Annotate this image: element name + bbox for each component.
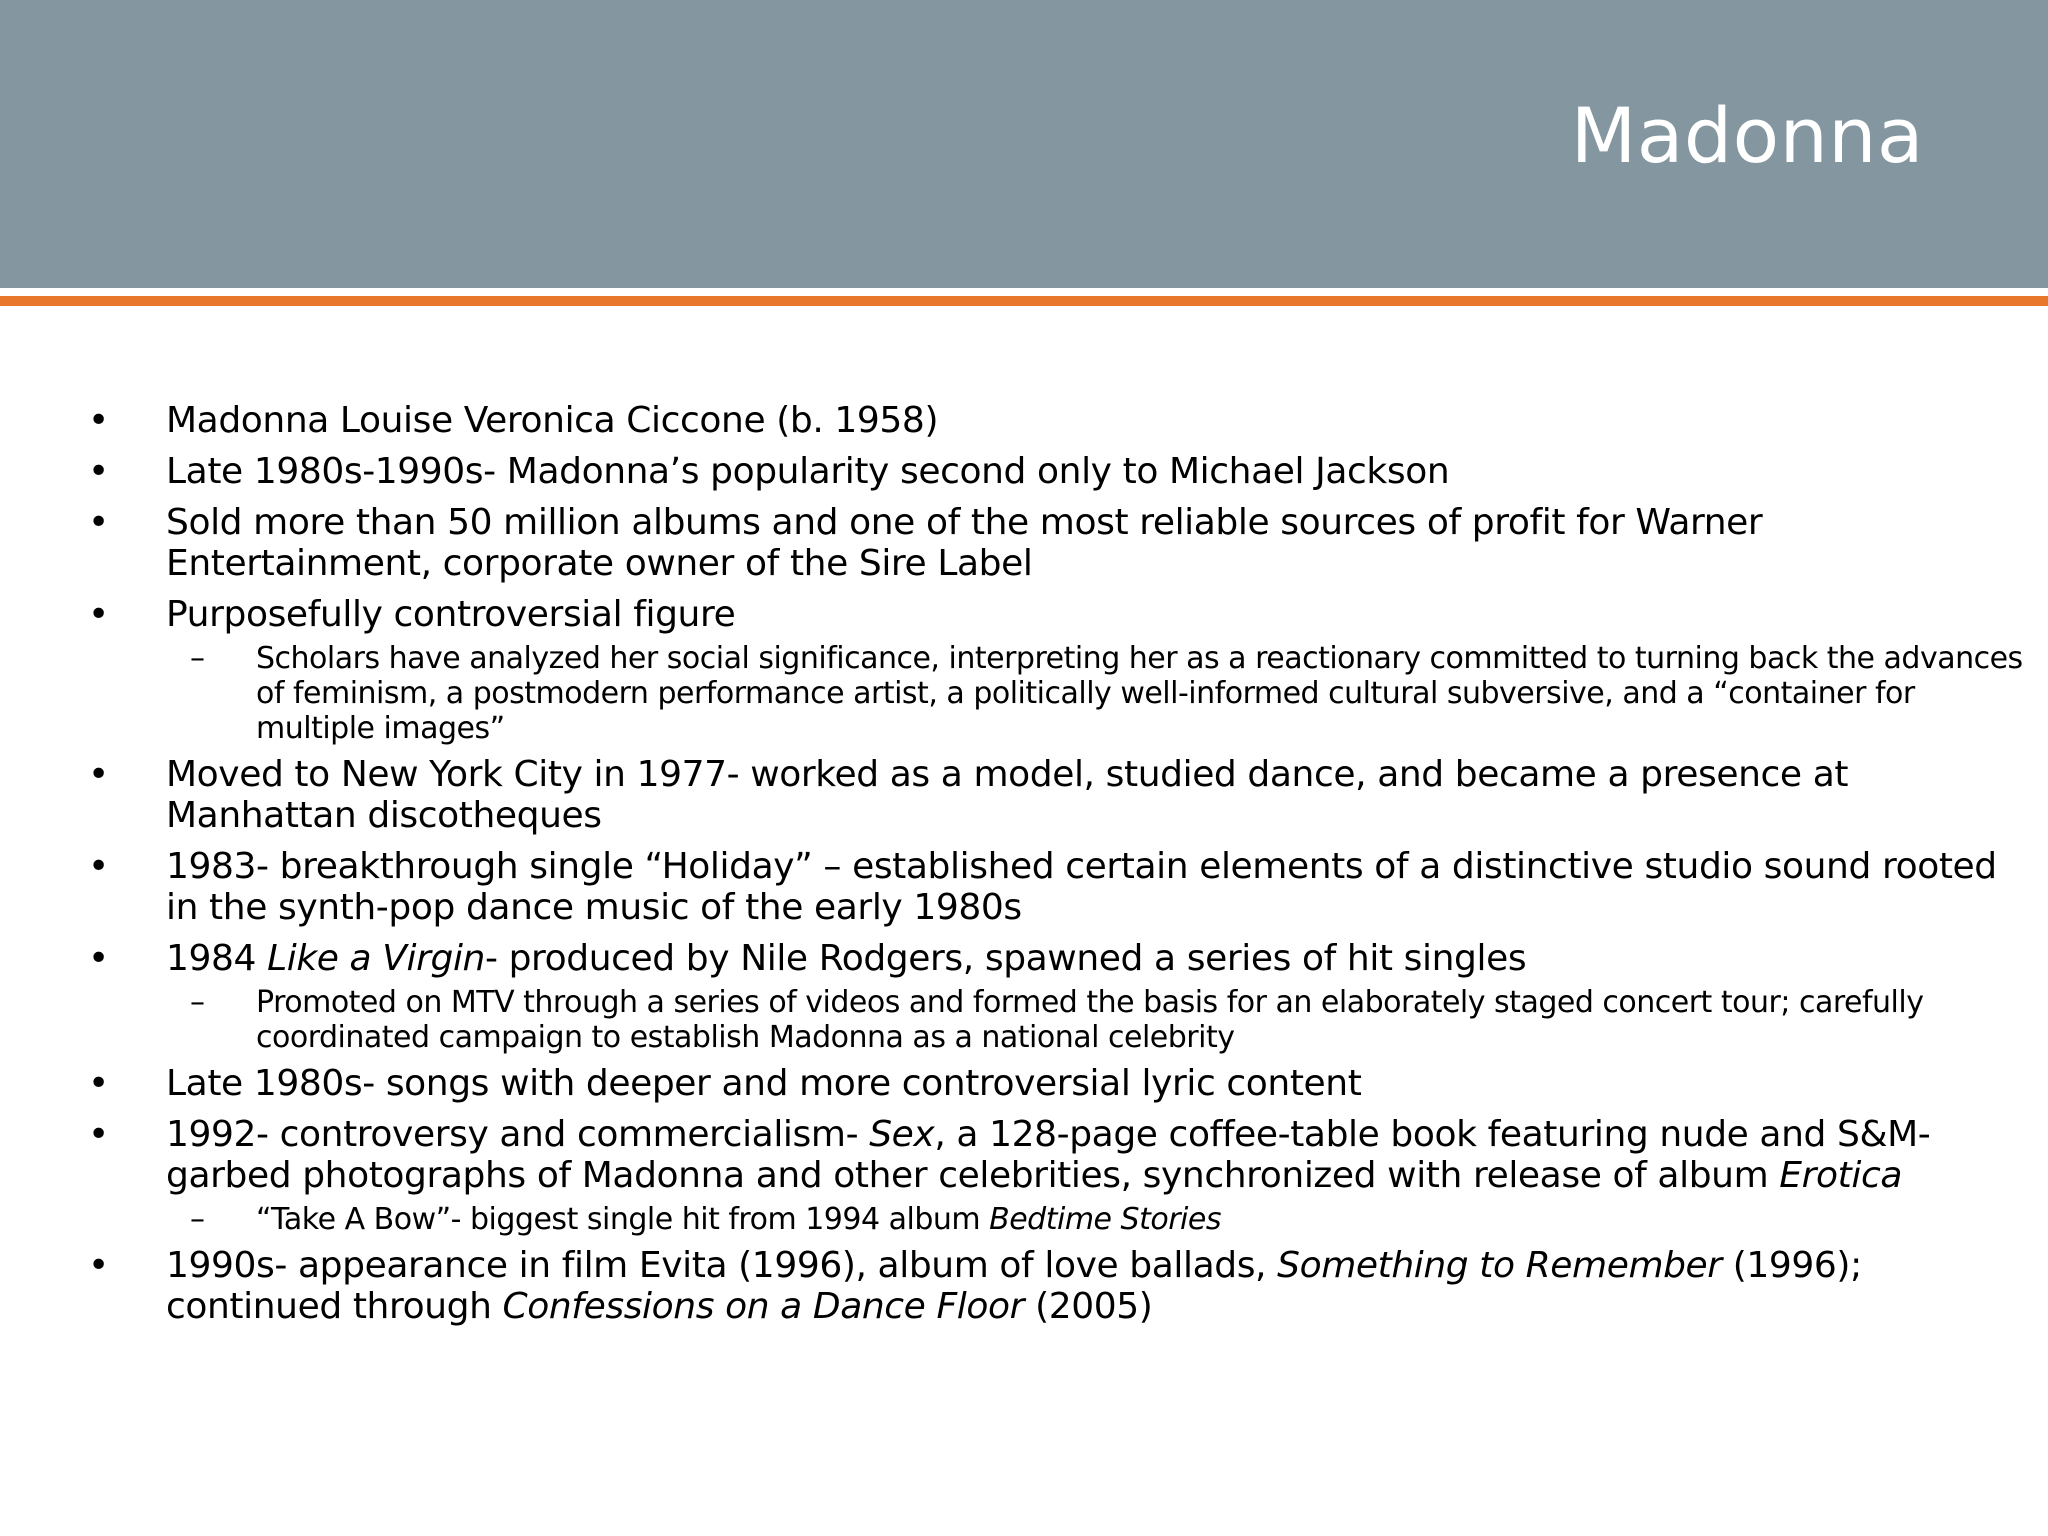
bullet-item	[0, 451, 2048, 492]
bullet-marker: •	[88, 451, 109, 492]
bullet-marker: •	[88, 1114, 109, 1155]
sub-bullet-item	[0, 641, 2048, 746]
italic-title-text: Sex	[869, 1114, 935, 1155]
italic-title-text: Like a Virgin	[267, 938, 485, 979]
italic-title-text: Bedtime Stories	[989, 1202, 1221, 1237]
bullet-marker: •	[88, 502, 109, 543]
bullet-text: , a 128-page coffee-table book featuring nude and S&M-garbed photographs of Madonna and other celebrities, synchronized with release of album	[166, 1114, 1931, 1196]
bullet-text: Late 1980s- songs with deeper and more controversial lyric content	[166, 1063, 1362, 1104]
bullet-item	[0, 594, 2048, 635]
bullet-text: Promoted on MTV through a series of videos and formed the basis for an elaborately staged concert tour; carefully coordinated campaign to establish Madonna as a national celebrity	[256, 985, 1924, 1055]
bullet-marker: •	[88, 1245, 109, 1286]
sub-bullet-marker: –	[190, 1202, 205, 1237]
bullet-text: Moved to New York City in 1977- worked as a model, studied dance, and became a presence at Manhattan discotheques	[166, 754, 1849, 836]
header-divider-orange	[0, 296, 2048, 306]
bullet-marker: •	[88, 1063, 109, 1104]
bullet-marker: •	[88, 594, 109, 635]
bullet-marker: •	[88, 400, 109, 441]
slide-title: Madonna	[1570, 91, 1924, 180]
bullet-text: (2005)	[1024, 1286, 1153, 1327]
bullet-text: - produced by Nile Rodgers, spawned a series of hit singles	[484, 938, 1527, 979]
bullet-marker: •	[88, 938, 109, 979]
sub-bullet-item	[0, 1202, 2048, 1237]
sub-bullet-marker: –	[190, 985, 205, 1020]
bullet-item	[0, 502, 2048, 584]
bullet-text: 1984	[166, 938, 268, 979]
bullet-text: Purposefully controversial figure	[166, 594, 736, 635]
bullet-text: 1992- controversy and commercialism-	[166, 1114, 870, 1155]
italic-title-text: Confessions on a Dance Floor	[502, 1286, 1025, 1327]
bullet-item	[0, 1063, 2048, 1104]
sub-bullet-marker: –	[190, 641, 205, 676]
bullet-item	[0, 846, 2048, 928]
header-divider-white	[0, 288, 2048, 296]
bullet-text: Madonna Louise Veronica Ciccone (b. 1958)	[166, 400, 939, 441]
bullet-item	[0, 754, 2048, 836]
bullet-item	[0, 1114, 2048, 1196]
bullet-text: Sold more than 50 million albums and one of the most reliable sources of profit for Warner Entertainment, corporate owner of the Sire Label	[166, 502, 1763, 584]
bullet-text: 1983- breakthrough single “Holiday” – established certain elements of a distinctive studio sound rooted in the synth-pop dance music of the early 1980s	[166, 846, 1997, 928]
sub-bullet-item	[0, 985, 2048, 1055]
bullet-item	[0, 1245, 2048, 1327]
italic-title-text: Something to Remember	[1277, 1245, 1722, 1286]
bullet-marker: •	[88, 846, 109, 887]
bullet-marker: •	[88, 754, 109, 795]
bullet-list	[0, 400, 2048, 1337]
bullet-text: (1996); continued through	[166, 1245, 1862, 1327]
italic-title-text: Erotica	[1779, 1155, 1903, 1196]
bullet-item	[0, 938, 2048, 979]
bullet-item	[0, 400, 2048, 441]
bullet-text: Scholars have analyzed her social significance, interpreting her as a reactionary committed to turning back the advances of feminism, a postmodern performance artist, a politically well-informed cultural subversive, and a “container for multiple images”	[256, 641, 2023, 746]
bullet-text: Late 1980s-1990s- Madonna’s popularity second only to Michael Jackson	[166, 451, 1450, 492]
bullet-text: 1990s- appearance in film Evita (1996), album of love ballads,	[166, 1245, 1278, 1286]
bullet-text: “Take A Bow”- biggest single hit from 1994 album	[256, 1202, 990, 1237]
